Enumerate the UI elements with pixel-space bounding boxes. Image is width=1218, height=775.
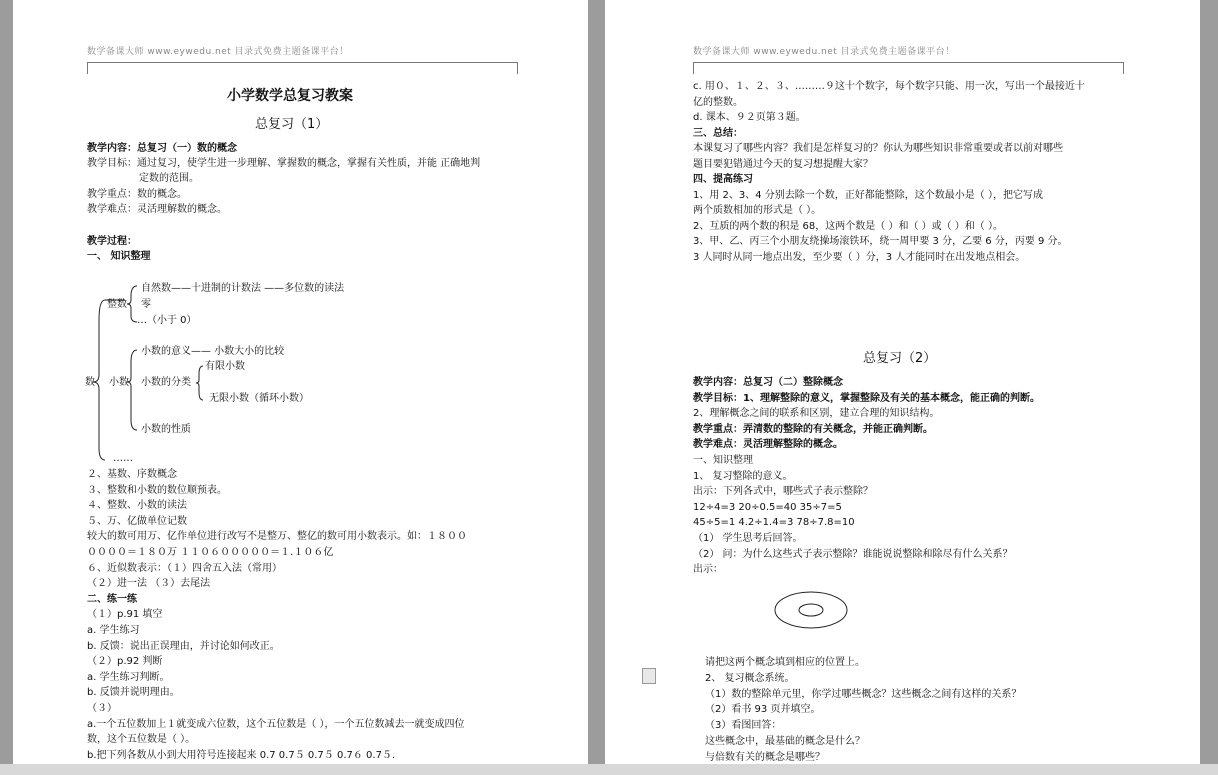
tree-zero: 零 [141,299,151,310]
paragraph-line: d. 课本、９２页第３题。 [693,112,806,123]
paragraph-line: 教学内容：总复习（二）整除概念 [693,377,843,388]
margin-corner [1123,62,1124,74]
paragraph-line: 出示：下列各式中，哪些式子表示整除？ [693,486,873,498]
paragraph-line: b.把下列各数从小到大用符号连接起来 0.7 0.7５ 0.7５ 0.7６ 0.7５. [87,749,396,761]
paragraph-line: 三、总结： [693,127,743,139]
document-page-left [13,0,588,775]
paragraph-line: （1） 学生思考后回答。 [693,533,803,544]
paragraph-line: 亿的整数。 [693,96,743,108]
paragraph-line: （1）数的整除单元里，你学过哪些概念？这些概念之间有这样的关系？ [705,688,1022,700]
paragraph-line: （３） [87,703,117,714]
tree-negative: …（小于 0） [137,315,197,326]
paragraph-line: 四、提高练习 [693,174,753,185]
tree-decimal: 小数 [109,377,129,388]
paragraph: 教学难点：灵活理解数的概念。 [87,204,227,215]
tree-finite: 有限小数 [205,361,245,372]
paragraph-line: a. 学生练习判断。 [87,671,170,683]
paragraph-line: ００００＝１８０万 １１０６０００００＝１.１０６亿 [87,547,334,558]
tree-integer: 整数 [107,299,127,310]
paragraph-line: ２、基数、序数概念 [87,469,177,480]
paragraph-line: （２）进一法 （３）去尾法 [87,578,211,590]
paragraph: 定数的范围。 [139,173,199,184]
page-header: 数学备课大师 www.eywedu.net 目录式免费主题备课平台！ [87,47,349,57]
paragraph-line: 1、用 2、3、4 分别去除一个数，正好都能整除，这个数最小是（ ），把它写成 [693,189,1043,201]
paragraph-line: 二、练一练 [87,593,137,605]
page-header: 数学备课大师 www.eywedu.net 目录式免费主题备课平台！ [693,47,955,57]
doc-title: 小学数学总复习教案 [227,88,353,104]
paragraph-line: 教学重点：弄清数的整除的有关概念，并能正确判断。 [693,423,933,435]
paragraph-line: 一、知识整理 [693,455,753,466]
paragraph-line: （3）看图回答： [705,720,782,732]
paragraph: 教学内容：总复习（一）数的概念 [87,143,237,154]
tree-natural: 自然数——十进制的计数法 ——多位数的读法 [141,283,345,294]
paragraph-line: 教学目标：1、理解整除的意义，掌握整除及有关的基本概念，能正确的判断。 [693,392,1040,404]
paragraph-line: 出示： [693,564,723,576]
paragraph-line: 45÷5=1 4.2÷1.4=3 78÷7.8=10 [693,517,855,529]
document-icon[interactable] [642,668,656,684]
section-title: 总复习（2） [863,351,937,366]
paragraph-line: 2、 复习概念系统。 [705,672,795,684]
paragraph-line: 与倍数有关的概念是哪些？ [705,751,825,763]
paragraph-line: （2） 问：为什么这些式子表示整除？谁能说说整除和除尽有什么关系？ [693,548,1013,560]
paragraph: 教学目标：通过复习，使学生进一步理解、掌握数的概念，掌握有关性质，并能 正确地判 [87,158,481,169]
paragraph-line: 这些概念中，最基础的概念是什么？ [705,736,865,747]
paragraph-line: 12÷4=3 20÷0.5=40 35÷7=5 [693,501,842,513]
paragraph-line: 3 人同时从同一地点出发，至少要（ ）分，3 人才能同时在出发地点相会。 [693,251,1026,263]
paragraph-line: 3、甲、乙、丙三个小朋友绕操场滚铁环，绕一周甲要 3 分，乙要 6 分，丙要 9 分。 [693,236,1068,247]
paragraph-line: （１）p.91 填空 [87,609,163,621]
paragraph-line: a.一个五位数加上１就变成六位数，这个五位数是（ ），一个五位数减去一就变成四位 [87,718,465,730]
status-bar [0,764,1218,775]
paragraph-line: 数，这个五位数是（ ）。 [87,734,196,746]
paragraph: 教学过程： [87,236,137,247]
tree-property: 小数的性质 [141,424,191,435]
paragraph: 一、 知识整理 [87,251,151,262]
paragraph-line: c. 用０、１、２、３、………９这十个数字，每个数字只能、用一次，写出一个最接近十 [693,81,1085,92]
paragraph-line: 1、 复习整除的意义。 [693,470,793,482]
tree-infinite: 无限小数（循环小数） [209,393,309,404]
paragraph-line: ６、近似数表示：（１）四舍五入法（常用） [87,562,282,574]
paragraph-line: （2）看书 93 页并填空。 [705,704,821,716]
tree-root: 数 [85,377,95,388]
header-rule [693,62,1123,63]
paragraph: 教学重点：数的概念。 [87,189,187,200]
paragraph-line: ３、整数和小数的数位顺预表。 [87,484,227,496]
paragraph-line: 本课复习了哪些内容？我们是怎样复习的？你认为哪些知识非常重要或者以前对哪些 [693,143,1063,154]
paragraph-line: a. 学生练习 [87,625,140,636]
paragraph-line: 教学难点：灵活理解整除的概念。 [693,439,843,451]
section-title: 总复习（1） [255,117,329,132]
paragraph-line: 2、互质的两个数的积是 68，这两个数是（ ）和（ ）或（ ）和（ ）。 [693,220,1003,232]
margin-corner [693,62,694,74]
paragraph-line: ４、整数、小数的读法 [87,500,187,512]
paragraph-line: b. 反馈并说明理由。 [87,687,180,699]
paragraph-line: ５、万、亿做单位记数 [87,515,187,527]
tree-classify: 小数的分类 [141,377,191,388]
tree-meaning: 小数的意义—— 小数大小的比较 [141,346,285,357]
paragraph-line: 2、理解概念之间的联系和区别，建立合理的知识结构。 [693,408,940,420]
concept-ellipse-diagram [773,588,853,632]
tree-more: …… [113,453,133,464]
paragraph-line: 两个质数相加的形式是（ ）。 [693,205,822,216]
document-page-right [605,0,1200,775]
paragraph-line: 请把这两个概念填到相应的位置上。 [705,657,865,668]
paragraph-line: 较大的数可用万、亿作单位进行改写不是整万、整亿的数可用小数表示。如：１８００ [87,531,467,543]
paragraph-line: b. 反馈：说出正误理由，并讨论如何改正。 [87,640,280,652]
paragraph-line: 题目要犯错通过今天的复习想提醒大家？ [693,158,873,170]
paragraph-line: （２）p.92 判断 [87,656,163,668]
